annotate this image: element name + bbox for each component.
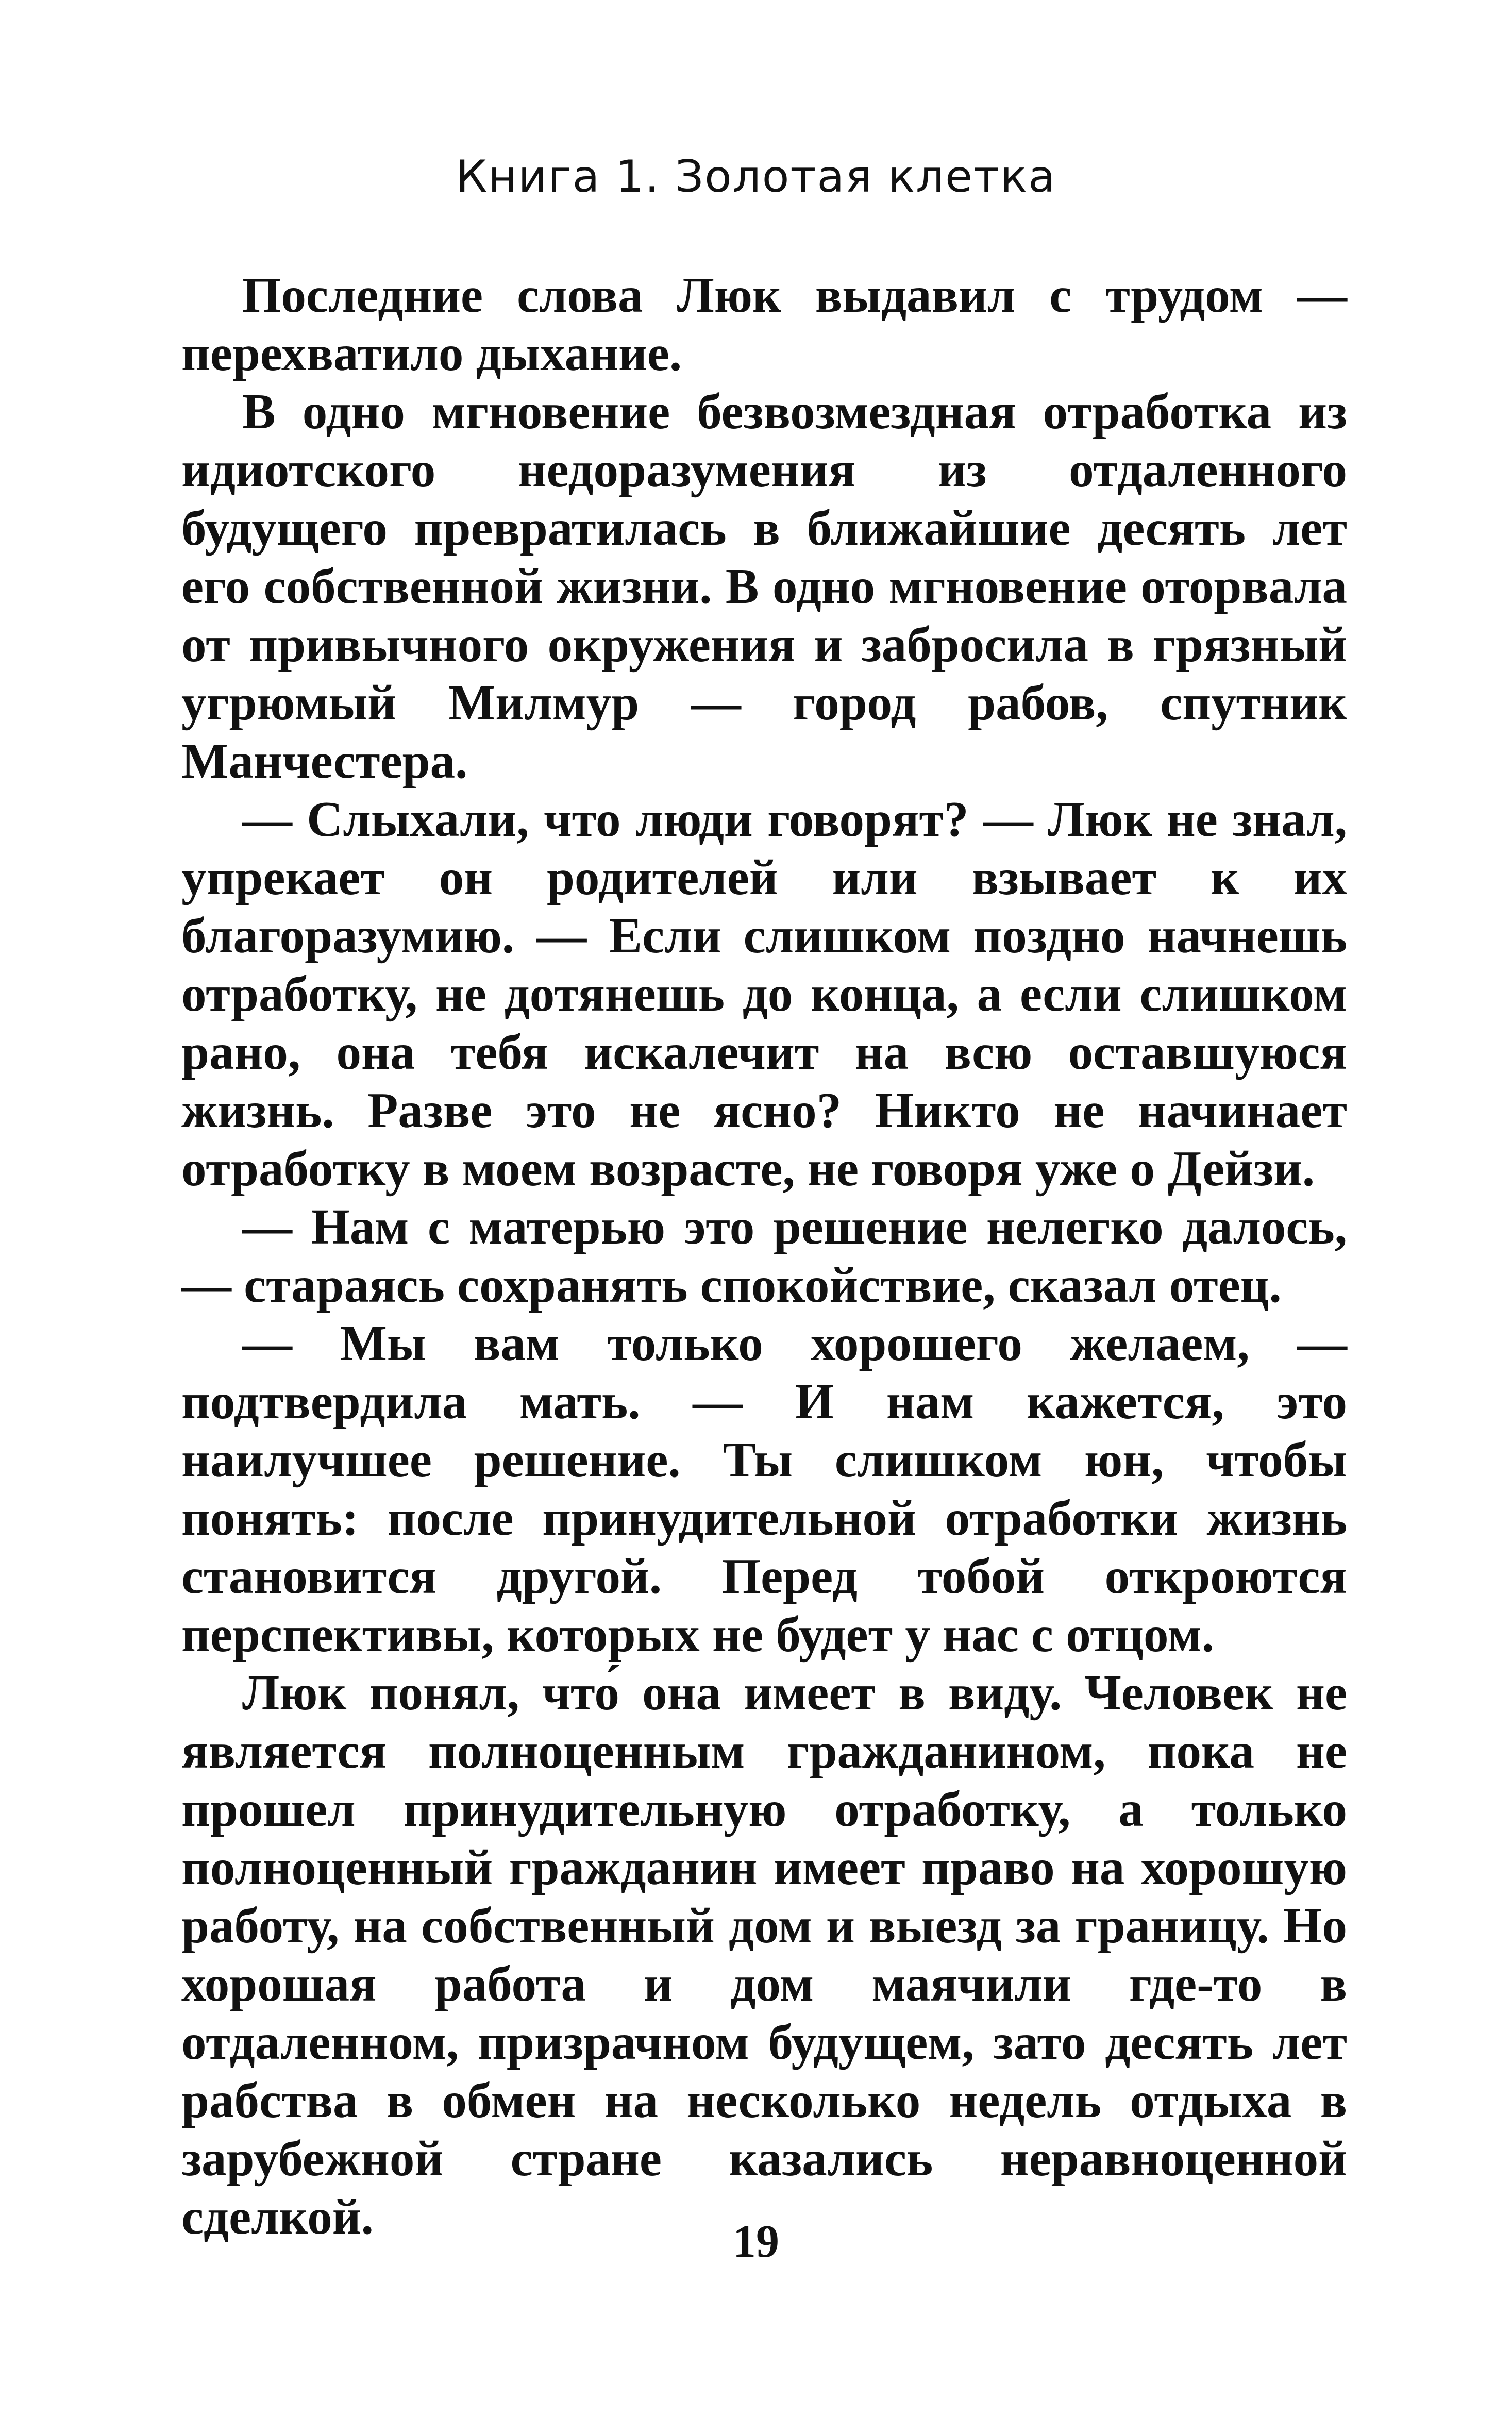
paragraph-1: Последние слова Люк выдавил с трудом — перехватило дыхание. [181,267,1347,381]
paragraph-4: — Нам с матерью это решение нелегко далось, — стараясь сохранять спокойствие, сказал отец. [181,1199,1347,1313]
page-number: 19 [733,2216,779,2267]
paragraph-5: — Мы вам только хорошего желаем, — подтвердила мать. — И нам кажется, это наилучшее решение. Ты слишком юн, чтобы понять: после принудительной отработки жизнь становится другой. Перед тобой откроются перспективы, которых не будет у нас с отцом. [181,1316,1347,1662]
paragraph-2: В одно мгновение безвозмездная отработка из идиотского недоразумения из отдаленного будущего превратилась в ближайшие десять лет его собственной жизни. В одно мгновение оторвала от привычного окружения и забросила в грязный угрюмый Милмур — город рабов, спутник Манчестера. [181,384,1347,788]
paragraph-3: — Слыхали, что люди говорят? — Люк не знал, упрекает он родителей или взывает к их благоразумию. — Если слишком поздно начнешь отработку, не дотянешь до конца, а если слишком рано, она тебя искалечит на всю оставшуюся жизнь. Разве это не ясно? Никто не начинает отработку в моем возрасте, не говоря уже о Дейзи. [181,792,1347,1196]
body-text [181,266,1347,2246]
running-head: Книга 1. Золотая клетка [456,151,1056,203]
paragraph-6: Люк понял, что́ она имеет в виду. Человек не является полноценным гражданином, пока не прошел принудительную отработку, а только полноценный гражданин имеет право на хорошую работу, на собственный дом и выезд за границу. Но хорошая работа и дом маячили где-то в отдаленном, призрачном будущем, зато десять лет рабства в обмен на несколько недель отдыха в зарубежной стране казались неравноценной сделкой. [181,1665,1347,2244]
